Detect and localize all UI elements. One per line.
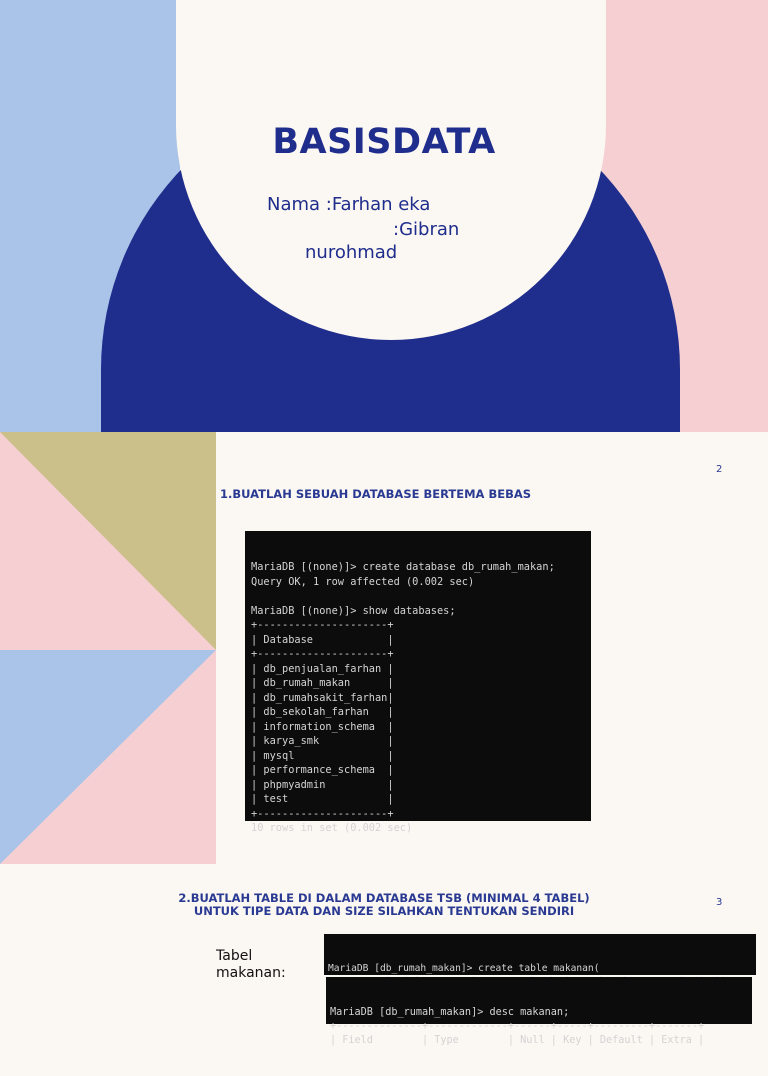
terminal-desc-table xyxy=(326,977,752,1046)
terminal-line: MariaDB [(none)]> create database db_rumah_makan; xyxy=(251,561,555,573)
terminal-line: MariaDB [db_rumah_makan]> create table makanan( xyxy=(328,963,600,974)
table-label-line-2: makanan: xyxy=(216,965,286,981)
terminal-line: +---------------------+ xyxy=(251,807,394,820)
table-label-line-1: Tabel xyxy=(216,948,253,964)
slide-title: BASISDATA xyxy=(272,122,496,162)
slide-heading-line-2: UNTUK TIPE DATA DAN SIZE SILAHKAN TENTUKAN SENDIRI xyxy=(193,904,575,918)
olive-triangle xyxy=(0,432,216,650)
terminal-line: +---------------------+ xyxy=(251,619,394,631)
terminal-line: Query OK, 1 row affected (0.002 sec) xyxy=(251,575,475,588)
terminal-create-table xyxy=(324,934,756,975)
slide-2 xyxy=(0,432,768,864)
slide-heading-line-1: 2.BUATLAH TABLE DI DALAM DATABASE TSB (MINIMAL 4 TABEL) xyxy=(178,891,590,905)
terminal-line: | karya_smk | xyxy=(251,735,394,747)
terminal-line: | db_sekolah_farhan | xyxy=(251,706,394,718)
slide-heading: 1.BUATLAH SEBUAH DATABASE BERTEMA BEBAS xyxy=(220,487,532,501)
terminal-line: MariaDB [db_rumah_makan]> desc makanan; xyxy=(330,1007,570,1018)
page-number: 2 xyxy=(716,464,723,475)
author-name-line-3: nurohmad xyxy=(305,242,398,263)
terminal-line: | performance_schema | xyxy=(251,764,394,776)
terminal-line: | Database | xyxy=(251,633,394,646)
page-number: 3 xyxy=(716,897,723,908)
terminal-line: | db_rumahsakit_farhan| xyxy=(251,691,394,704)
table-label xyxy=(216,948,286,982)
terminal-line: | Field | Type | Null | Key | Default | Extra | xyxy=(330,1035,705,1046)
terminal-output xyxy=(330,1006,748,1048)
terminal-line: | db_penjualan_farhan | xyxy=(251,662,394,675)
terminal-line: 10 rows in set (0.002 sec) xyxy=(251,822,413,834)
terminal-line: | phpmyadmin | xyxy=(251,778,394,791)
terminal-line xyxy=(251,589,585,604)
slide-3 xyxy=(0,864,768,1046)
title-slide xyxy=(0,0,768,432)
terminal-output xyxy=(251,560,585,836)
author-name-line-1: Nama :Farhan eka xyxy=(267,194,431,215)
terminal-line: | mysql | xyxy=(251,749,394,762)
terminal-line: MariaDB [(none)]> show databases; xyxy=(251,604,456,617)
decorative-triangles xyxy=(0,432,216,864)
terminal-screenshot xyxy=(245,531,591,834)
terminal-line: +---------------------+ xyxy=(251,648,394,660)
terminal-line: | information_schema | xyxy=(251,720,394,733)
terminal-line: | db_rumah_makan | xyxy=(251,677,394,689)
terminal-line: | test | xyxy=(251,793,394,805)
terminal-line: +--------------+-------------+------+-----+---------+-------+ xyxy=(330,1021,705,1032)
author-name-line-2: :Gibran xyxy=(393,219,460,240)
